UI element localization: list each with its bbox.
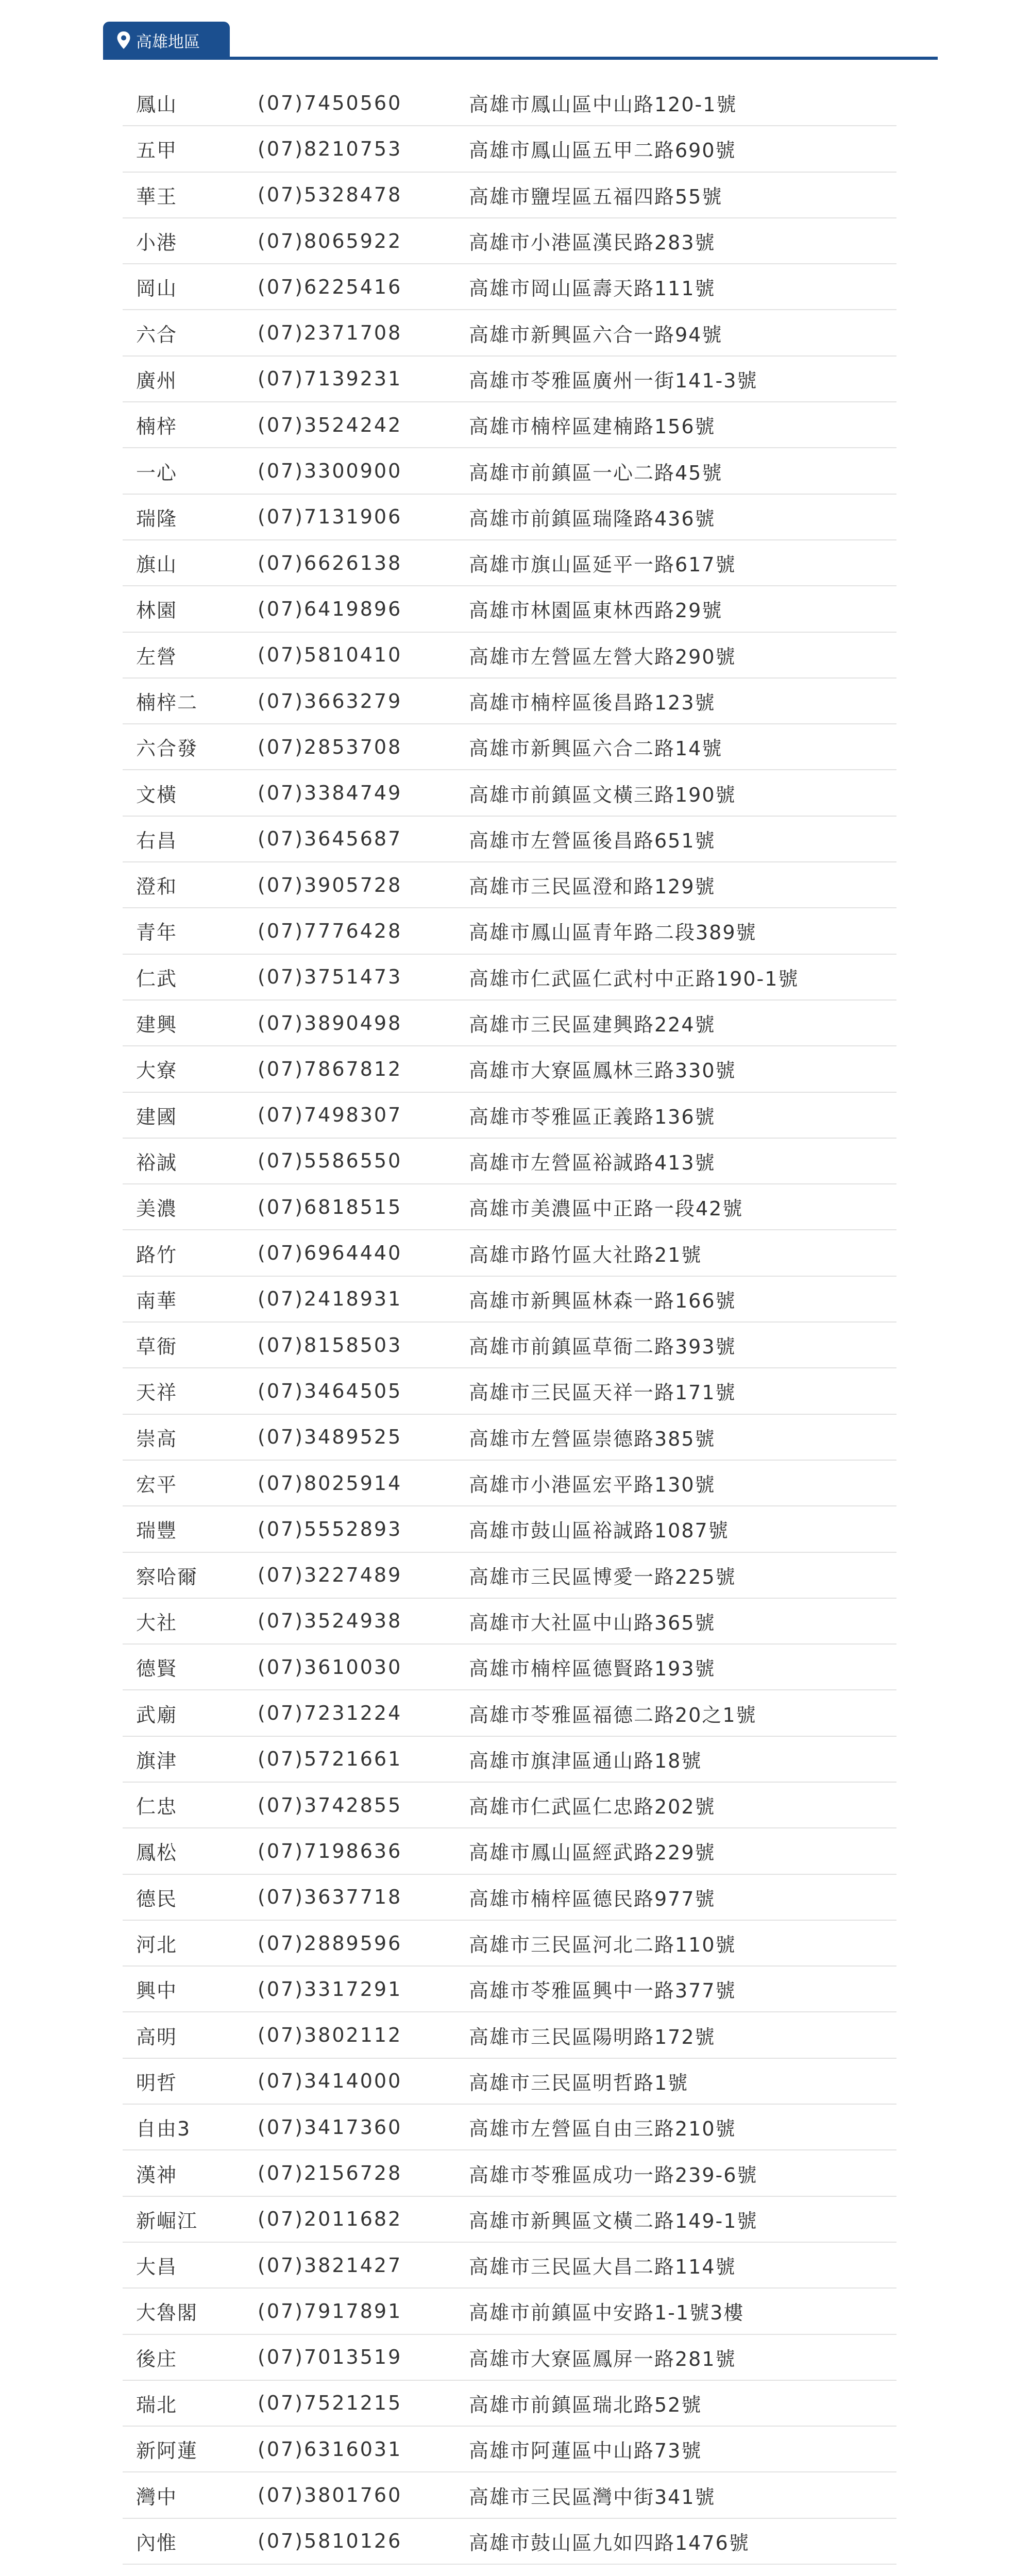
branch-row — [123, 1415, 896, 1461]
branch-phone: (07)3524242 — [258, 413, 402, 436]
branch-address: 高雄市鼓山區裕誠路1087號 — [469, 1519, 729, 1543]
branch-phone: (07)2011682 — [258, 2208, 402, 2231]
branch-row — [123, 586, 896, 632]
branch-name: 大寮 — [136, 1059, 178, 1082]
branch-name: 瑞北 — [136, 2393, 178, 2416]
branch-phone: (07)3742855 — [258, 1793, 402, 1817]
branch-name: 鳳山 — [136, 93, 178, 116]
branch-name: 瑞豐 — [136, 1519, 178, 1543]
branch-phone: (07)3802112 — [258, 2024, 402, 2047]
branch-address: 高雄市左營區自由三路210號 — [469, 2117, 736, 2141]
branch-address: 高雄市路竹區大社路21號 — [469, 1243, 702, 1266]
branch-row — [123, 2105, 896, 2150]
branch-name: 新阿蓮 — [136, 2439, 198, 2463]
branch-name: 草衙 — [136, 1335, 178, 1359]
branch-address: 高雄市鹽埕區五福四路55號 — [469, 185, 723, 208]
branch-name: 察哈爾 — [136, 1565, 198, 1588]
branch-name: 宏平 — [136, 1473, 178, 1497]
branch-address: 高雄市林園區東林西路29號 — [469, 599, 723, 622]
branch-name: 路竹 — [136, 1243, 178, 1266]
branch-name: 楠梓二 — [136, 691, 198, 714]
branch-phone: (07)3637718 — [258, 1886, 402, 1909]
branch-address: 高雄市旗津區通山路18號 — [469, 1749, 702, 1772]
branch-phone: (07)6225416 — [258, 275, 402, 298]
branch-name: 澄和 — [136, 875, 178, 899]
branch-address: 高雄市新興區文橫二路149-1號 — [469, 2209, 758, 2232]
branch-name: 小港 — [136, 231, 178, 255]
branch-phone: (07)7867812 — [258, 1057, 402, 1080]
branch-row — [123, 770, 896, 816]
region-tab-underline — [103, 57, 938, 60]
branch-row — [123, 862, 896, 908]
branch-name: 五甲 — [136, 139, 178, 162]
branch-row — [123, 2472, 896, 2518]
branch-address: 高雄市三民區建興路224號 — [469, 1013, 716, 1037]
branch-phone: (07)3300900 — [258, 460, 402, 483]
branch-row — [123, 264, 896, 310]
branch-name: 右昌 — [136, 829, 178, 852]
branch-phone: (07)8210753 — [258, 137, 402, 160]
branch-phone: (07)5810410 — [258, 643, 402, 667]
branch-name — [123, 2573, 258, 2576]
branch-name: 德民 — [136, 1887, 178, 1910]
branch-address: 高雄市楠梓區德賢路193號 — [469, 1657, 716, 1681]
branch-name: 德賢 — [136, 1657, 178, 1681]
branch-address: 高雄市小港區漢民路283號 — [469, 231, 716, 255]
branch-address: 高雄市左營區後昌路651號 — [469, 829, 716, 852]
branch-row — [123, 2243, 896, 2289]
branch-address: 高雄市旗山區延平一路617號 — [469, 553, 736, 577]
branch-row — [123, 1323, 896, 1368]
branch-address: 高雄市左營區左營大路290號 — [469, 645, 736, 668]
branch-phone: (07)3417360 — [258, 2115, 402, 2139]
branch-name: 河北 — [136, 1934, 178, 1957]
branch-address: 高雄市前鎮區一心二路45號 — [469, 461, 723, 484]
branch-address: 高雄市鳳山區五甲二路690號 — [469, 139, 736, 162]
branch-row — [123, 724, 896, 770]
branch-name: 鳳松 — [136, 1841, 178, 1865]
branch-phone: (07)7450560 — [258, 91, 402, 114]
branch-name: 新崛江 — [136, 2209, 198, 2232]
branch-phone: (07)3801760 — [258, 2484, 402, 2507]
branch-name: 高明 — [136, 2025, 178, 2048]
branch-address: 高雄市三民區灣中街341號 — [469, 2485, 716, 2509]
branch-phone: (07)2371708 — [258, 321, 402, 345]
branch-row — [123, 2519, 896, 2565]
branch-address — [469, 2573, 896, 2576]
branch-name: 文橫 — [136, 783, 178, 806]
branch-row — [123, 1461, 896, 1506]
branch-row — [123, 402, 896, 448]
branch-address: 高雄市大社區中山路365號 — [469, 1611, 716, 1634]
branch-row — [123, 80, 896, 126]
branch-row — [123, 817, 896, 862]
branch-list — [123, 80, 896, 2576]
branch-row — [123, 1230, 896, 1276]
branch-phone: (07)5586550 — [258, 1149, 402, 1173]
branch-address: 高雄市苓雅區廣州一街141-3號 — [469, 369, 758, 392]
branch-name: 六合 — [136, 323, 178, 346]
branch-address: 高雄市前鎮區中安路1-1號3樓 — [469, 2301, 745, 2325]
branch-row — [123, 1737, 896, 1783]
branch-row — [123, 540, 896, 586]
branch-name: 大昌 — [136, 2256, 178, 2279]
branch-address: 高雄市美濃區中正路一段42號 — [469, 1197, 743, 1221]
branch-row — [123, 1506, 896, 1552]
branch-name: 楠梓 — [136, 415, 178, 438]
branch-row — [123, 2012, 896, 2058]
branch-address: 高雄市仁武區仁武村中正路190-1號 — [469, 967, 799, 990]
location-pin-icon — [116, 31, 131, 49]
branch-address: 高雄市仁武區仁忠路202號 — [469, 1795, 716, 1819]
branch-row — [123, 2427, 896, 2472]
branch-phone: (07)3751473 — [258, 965, 402, 989]
branch-phone: (07)7139231 — [258, 367, 402, 391]
branch-row — [123, 1139, 896, 1184]
branch-phone: (07)3905728 — [258, 873, 402, 896]
branch-phone: (07)6626138 — [258, 551, 402, 574]
branch-address: 高雄市左營區崇德路385號 — [469, 1427, 716, 1450]
branch-row — [123, 357, 896, 402]
branch-phone: (07)2889596 — [258, 1931, 402, 1955]
branch-name: 六合發 — [136, 737, 198, 760]
branch-name: 興中 — [136, 1979, 178, 2003]
branch-row — [123, 1046, 896, 1092]
branch-address: 高雄市新興區六合一路94號 — [469, 323, 723, 346]
branch-row — [123, 2150, 896, 2196]
branch-phone: (07)3610030 — [258, 1655, 402, 1679]
branch-address: 高雄市大寮區鳳林三路330號 — [469, 1059, 736, 1082]
branch-phone: (07)2853708 — [258, 735, 402, 758]
branch-row — [123, 1093, 896, 1139]
branch-row — [123, 955, 896, 1001]
branch-name: 仁武 — [136, 967, 178, 990]
branch-address: 高雄市楠梓區建楠路156號 — [469, 415, 716, 438]
branch-row — [123, 1553, 896, 1599]
branch-phone: (07)3524938 — [258, 1609, 402, 1633]
branch-address: 高雄市鼓山區九如四路1476號 — [469, 2531, 750, 2554]
branch-row — [123, 1783, 896, 1828]
branch-phone: (07)7917891 — [258, 2299, 402, 2323]
branch-address: 高雄市苓雅區興中一路377號 — [469, 1979, 736, 2003]
branch-name: 大社 — [136, 1611, 178, 1634]
branch-phone: (07)6419896 — [258, 597, 402, 620]
branch-address: 高雄市前鎮區文橫三路190號 — [469, 783, 736, 806]
branch-name: 廣州 — [136, 369, 178, 392]
branch-address: 高雄市鳳山區青年路二段389號 — [469, 921, 757, 944]
branch-address: 高雄市苓雅區成功一路239-6號 — [469, 2163, 758, 2187]
branch-address: 高雄市小港區宏平路130號 — [469, 1473, 716, 1497]
branch-row — [123, 2197, 896, 2243]
branch-address: 高雄市新興區林森一路166號 — [469, 1289, 736, 1312]
branch-phone: (07)3227489 — [258, 1564, 402, 1587]
branch-address: 高雄市苓雅區福德二路20之1號 — [469, 1703, 757, 1726]
branch-name: 自由3 — [136, 2117, 191, 2141]
branch-name: 裕誠 — [136, 1151, 178, 1174]
branch-phone: (07)6316031 — [258, 2437, 402, 2461]
branch-row — [123, 908, 896, 954]
branch-row — [123, 1967, 896, 2012]
branch-name: 崇高 — [136, 1427, 178, 1450]
branch-address: 高雄市三民區博愛一路225號 — [469, 1565, 736, 1588]
branch-row — [123, 1599, 896, 1645]
branch-row — [123, 2565, 896, 2576]
branch-address: 高雄市鳳山區經武路229號 — [469, 1841, 716, 1865]
branch-row — [123, 2381, 896, 2427]
branch-row — [123, 2335, 896, 2381]
branch-name: 明哲 — [136, 2071, 178, 2094]
branch-name: 南華 — [136, 1289, 178, 1312]
branch-row — [123, 679, 896, 724]
branch-address: 高雄市苓雅區正義路136號 — [469, 1105, 716, 1128]
branch-phone: (07)3384749 — [258, 782, 402, 805]
branch-phone: (07)5552893 — [258, 1517, 402, 1540]
branch-row — [123, 1921, 896, 1967]
branch-row — [123, 2289, 896, 2334]
branch-row — [123, 1828, 896, 1874]
branch-address: 高雄市三民區大昌二路114號 — [469, 2256, 736, 2279]
branch-phone: (07)6964440 — [258, 1242, 402, 1265]
branch-phone: (07)8158503 — [258, 1333, 402, 1357]
branch-phone: (07)3414000 — [258, 2070, 402, 2093]
branch-name: 後庄 — [136, 2347, 178, 2370]
branch-name: 灣中 — [136, 2485, 178, 2509]
branch-phone: (07)5810126 — [258, 2530, 402, 2553]
branch-name: 旗山 — [136, 553, 178, 577]
region-tab-kaohsiung[interactable] — [103, 22, 230, 59]
branch-name: 旗津 — [136, 1749, 178, 1772]
branch-address: 高雄市新興區六合二路14號 — [469, 737, 723, 760]
branch-address: 高雄市阿蓮區中山路73號 — [469, 2439, 702, 2463]
branch-address: 高雄市楠梓區後昌路123號 — [469, 691, 716, 714]
branch-address: 高雄市楠梓區德民路977號 — [469, 1887, 716, 1910]
branch-row — [123, 633, 896, 679]
branch-address: 高雄市三民區陽明路172號 — [469, 2025, 716, 2048]
branch-phone: (07)3489525 — [258, 1426, 402, 1449]
branch-row — [123, 1368, 896, 1414]
branch-address: 高雄市三民區河北二路110號 — [469, 1934, 736, 1957]
branch-phone: (07)7231224 — [258, 1702, 402, 1725]
branch-phone: (07)5328478 — [258, 183, 402, 207]
branch-phone: (07)7776428 — [258, 919, 402, 942]
branch-phone: (07)7198636 — [258, 1839, 402, 1862]
branch-row — [123, 218, 896, 264]
branch-name: 岡山 — [136, 277, 178, 300]
branch-row — [123, 1875, 896, 1921]
branch-name: 建國 — [136, 1105, 178, 1128]
branch-name: 天祥 — [136, 1381, 178, 1404]
branch-phone: (07)3645687 — [258, 827, 402, 851]
branch-name: 大魯閣 — [136, 2301, 198, 2325]
branch-phone: (07)7498307 — [258, 1104, 402, 1127]
branch-row — [123, 1277, 896, 1323]
branch-name: 建興 — [136, 1013, 178, 1037]
branch-row — [123, 1001, 896, 1046]
branch-name: 美濃 — [136, 1197, 178, 1221]
branch-phone: (07)6818515 — [258, 1195, 402, 1218]
branch-row — [123, 2059, 896, 2105]
branch-name: 一心 — [136, 461, 178, 484]
branch-row — [123, 173, 896, 218]
branch-name: 仁忠 — [136, 1795, 178, 1819]
branch-row — [123, 126, 896, 172]
branch-phone: (07)3317291 — [258, 1977, 402, 2001]
branch-row — [123, 1184, 896, 1230]
branch-address: 高雄市岡山區壽天路111號 — [469, 277, 716, 300]
branch-address: 高雄市三民區明哲路1號 — [469, 2071, 689, 2094]
branch-address: 高雄市左營區裕誠路413號 — [469, 1151, 716, 1174]
branch-address: 高雄市三民區澄和路129號 — [469, 875, 716, 899]
branch-phone: (07)2418931 — [258, 1287, 402, 1311]
branch-name: 漢神 — [136, 2163, 178, 2187]
branch-phone: (07)5721661 — [258, 1748, 402, 1771]
branch-phone: (07)3890498 — [258, 1011, 402, 1035]
branch-name: 瑞隆 — [136, 507, 178, 530]
branch-address: 高雄市鳳山區中山路120-1號 — [469, 93, 737, 116]
branch-address: 高雄市前鎮區瑞北路52號 — [469, 2393, 702, 2416]
branch-address: 高雄市前鎮區草衙二路393號 — [469, 1335, 736, 1359]
branch-row — [123, 448, 896, 494]
branch-phone: (07)2156728 — [258, 2162, 402, 2184]
branch-phone: (07)7131906 — [258, 505, 402, 529]
branch-name: 林園 — [136, 599, 178, 622]
branch-phone: (07)8065922 — [258, 229, 402, 252]
branch-phone: (07)7013519 — [258, 2346, 402, 2369]
branch-address: 高雄市前鎮區瑞隆路436號 — [469, 507, 716, 530]
branch-phone: (07)3464505 — [258, 1379, 402, 1402]
branch-name: 內惟 — [136, 2531, 178, 2554]
branch-phone: (07)3821427 — [258, 2253, 402, 2277]
branch-row — [123, 1690, 896, 1736]
branch-name: 青年 — [136, 921, 178, 944]
branch-address: 高雄市三民區天祥一路171號 — [469, 1381, 736, 1404]
branch-row — [123, 310, 896, 356]
region-tab-label: 高雄地區 — [136, 32, 200, 52]
branch-address: 高雄市大寮區鳳屏一路281號 — [469, 2347, 736, 2370]
branch-row — [123, 495, 896, 540]
branch-phone: (07)8025914 — [258, 1471, 402, 1495]
branch-phone: (07)7521215 — [258, 2392, 402, 2415]
branch-phone: (07)3663279 — [258, 689, 402, 713]
branch-row — [123, 1645, 896, 1690]
branch-name: 華王 — [136, 185, 178, 208]
branch-name: 左營 — [136, 645, 178, 668]
branch-name: 武廟 — [136, 1703, 178, 1726]
